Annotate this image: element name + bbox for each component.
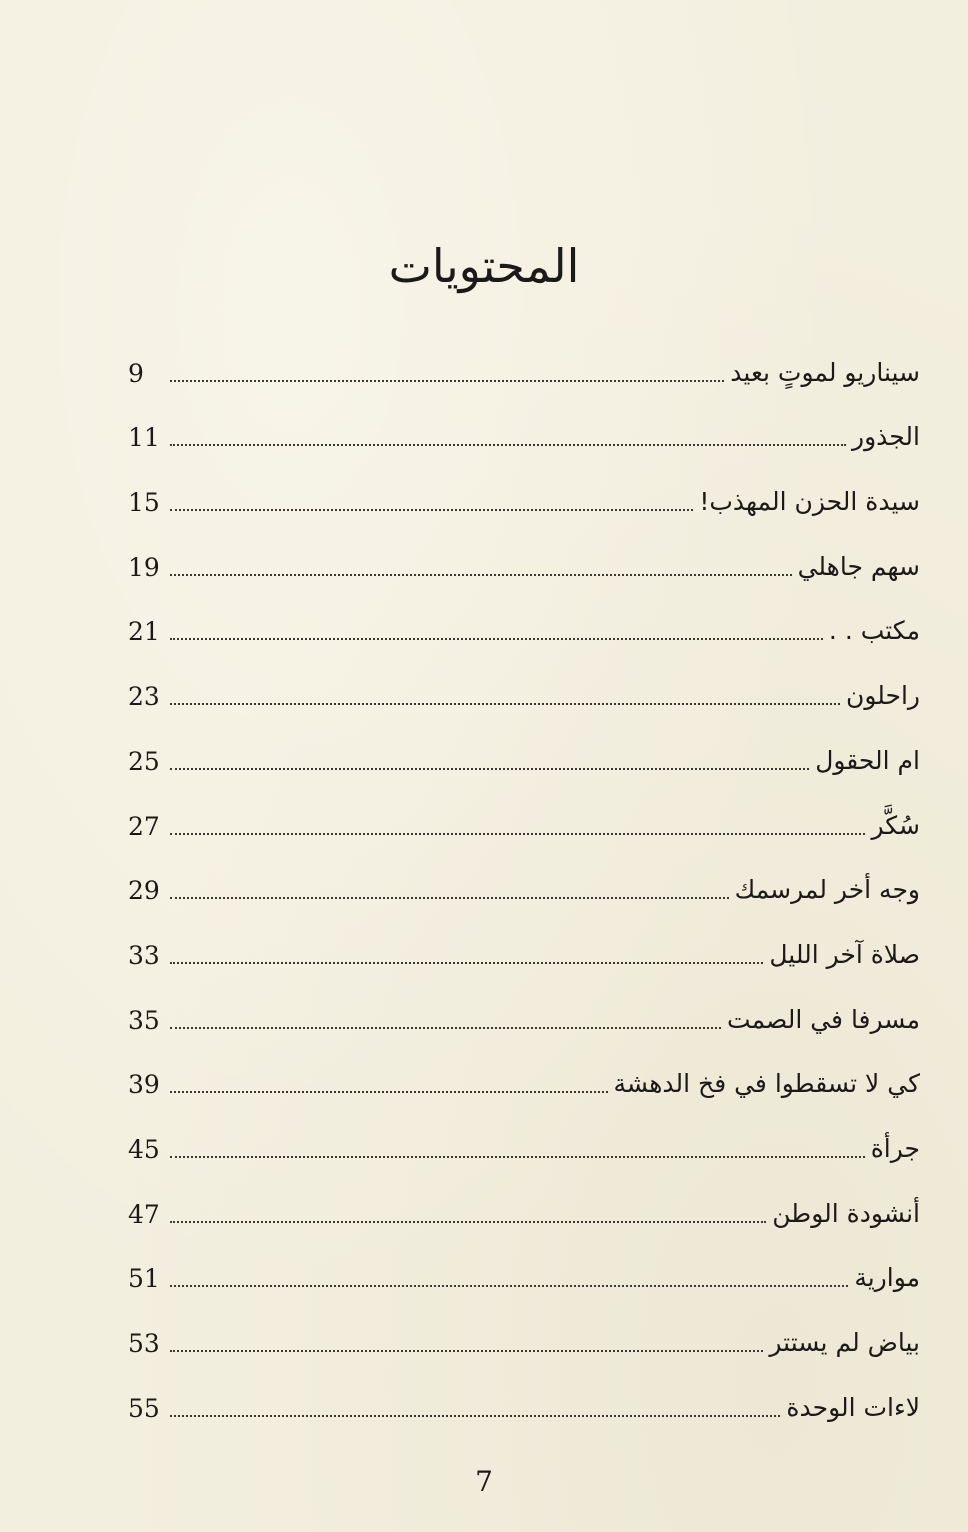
dot-leader [170, 1091, 608, 1093]
entry-title: لاءات الوحدة [786, 1392, 920, 1422]
entry-page-number: 39 [128, 1070, 160, 1100]
toc-entry [128, 589, 920, 654]
dot-leader [170, 1350, 763, 1352]
toc-entry [128, 783, 920, 848]
entry-title: كي لا تسقطوا في فخ الدهشة [613, 1069, 920, 1099]
entry-page-number: 11 [128, 423, 160, 453]
entry-page-number: 15 [128, 488, 160, 518]
dot-leader [170, 380, 724, 382]
toc-entry [128, 653, 920, 718]
entry-title: راحلون [845, 681, 920, 711]
dot-leader [170, 1285, 848, 1287]
entry-title: مكتب . . [828, 616, 920, 646]
toc-entry [128, 848, 920, 913]
dot-leader [170, 897, 729, 899]
dot-leader [170, 1156, 865, 1158]
entry-page-number: 53 [128, 1329, 160, 1358]
toc-entry [128, 1171, 920, 1236]
entry-title: سيناريو لموتٍ بعيد [730, 357, 920, 387]
dot-leader [170, 1221, 766, 1223]
toc-entry [128, 1236, 920, 1301]
entry-title: سيدة الحزن المهذب! [699, 487, 920, 517]
entry-title: بياض لم يستتر [769, 1328, 920, 1357]
entry-page-number: 21 [128, 617, 160, 647]
dot-leader [170, 574, 792, 576]
toc-entry [128, 977, 920, 1042]
dot-leader [170, 1415, 780, 1417]
dot-leader [170, 833, 865, 835]
dot-leader [170, 962, 763, 964]
entry-title: مسرفا في الصمت [727, 1004, 920, 1034]
entry-page-number: 29 [128, 876, 160, 906]
entry-page-number: 55 [128, 1393, 160, 1423]
toc-entry [128, 395, 920, 460]
entry-page-number: 45 [128, 1134, 160, 1164]
entry-title: الجذور [852, 422, 920, 452]
entry-title: وجه أخر لمرسمك [734, 875, 920, 905]
toc-entry [128, 1042, 920, 1107]
entry-title: سُكَّر [871, 810, 920, 840]
dot-leader [170, 1027, 721, 1029]
toc-entry [128, 1365, 920, 1430]
entry-title: موارية [854, 1263, 920, 1293]
contents-heading: المحتويات [388, 239, 580, 293]
dot-leader [170, 509, 693, 511]
entry-page-number: 23 [128, 682, 160, 712]
toc-entry [128, 524, 920, 589]
dot-leader [170, 444, 846, 446]
toc-entry [128, 1300, 920, 1365]
entry-page-number: 51 [128, 1264, 160, 1294]
toc-entry [128, 718, 920, 783]
page-number: 7 [475, 1465, 493, 1498]
entry-page-number: 25 [128, 746, 160, 776]
dot-leader [170, 638, 823, 640]
entry-page-number: 19 [128, 552, 160, 582]
entry-title: صلاة آخر الليل [769, 939, 920, 969]
entry-page-number: 33 [128, 940, 160, 970]
table-of-contents [128, 330, 920, 1430]
entry-title: جرأة [870, 1133, 920, 1163]
entry-title: أنشودة الوطن [772, 1198, 920, 1228]
toc-entry [128, 912, 920, 977]
dot-leader [170, 768, 809, 770]
toc-entry [128, 459, 920, 524]
entry-title: سهم جاهلي [797, 551, 920, 581]
entry-page-number: 27 [128, 811, 160, 841]
entry-title: ام الحقول [815, 745, 920, 775]
toc-entry [128, 330, 920, 395]
entry-page-number: 47 [128, 1199, 160, 1229]
toc-entry [128, 1106, 920, 1171]
entry-page-number: 35 [128, 1005, 160, 1035]
dot-leader [170, 703, 840, 705]
entry-page-number: 9 [128, 358, 144, 388]
